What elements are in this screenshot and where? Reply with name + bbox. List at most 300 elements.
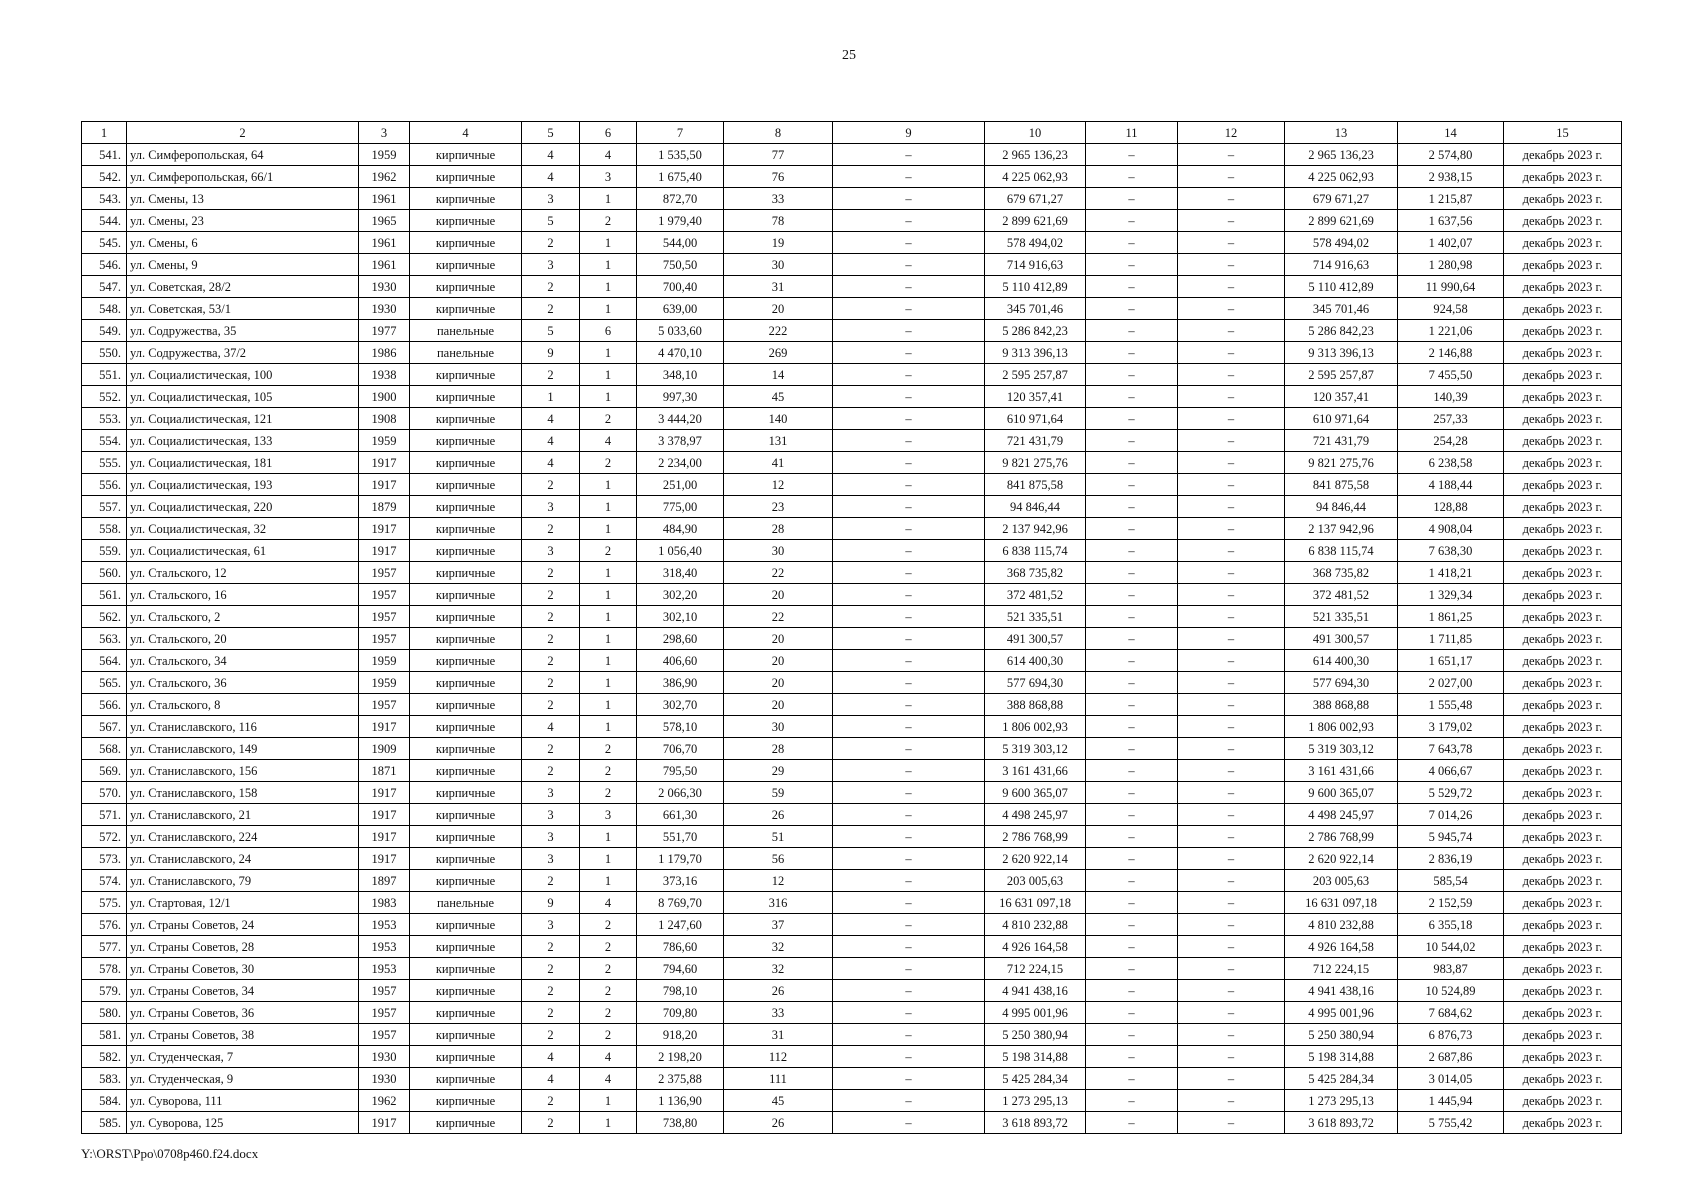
cell-cost-per-sqm: 2 938,15 xyxy=(1398,166,1504,188)
cell-col-12: – xyxy=(1178,958,1285,980)
cell-col-9: – xyxy=(833,936,985,958)
column-header: 1 xyxy=(82,122,127,144)
cell-col-12: – xyxy=(1178,276,1285,298)
cell-col-12: – xyxy=(1178,188,1285,210)
cell-cost-col-13: 712 224,15 xyxy=(1285,958,1398,980)
cell-floors: 2 xyxy=(522,584,580,606)
cell-area: 5 033,60 xyxy=(637,320,724,342)
cell-col-9: – xyxy=(833,518,985,540)
cell-col-11: – xyxy=(1086,232,1178,254)
cell-cost-col-13: 203 005,63 xyxy=(1285,870,1398,892)
cell-wall-material: кирпичные xyxy=(410,958,522,980)
cell-entrances: 1 xyxy=(580,716,637,738)
cell-area: 302,70 xyxy=(637,694,724,716)
cell-cost-col-13: 2 595 257,87 xyxy=(1285,364,1398,386)
cell-col-11: – xyxy=(1086,958,1178,980)
cell-area: 2 375,88 xyxy=(637,1068,724,1090)
cell-col-9: – xyxy=(833,892,985,914)
cell-area: 1 136,90 xyxy=(637,1090,724,1112)
cell-entrances: 3 xyxy=(580,166,637,188)
cell-residents: 26 xyxy=(724,980,833,1002)
column-header: 2 xyxy=(127,122,359,144)
cell-row-number: 562. xyxy=(82,606,127,628)
cell-deadline: декабрь 2023 г. xyxy=(1504,144,1622,166)
cell-deadline: декабрь 2023 г. xyxy=(1504,1090,1622,1112)
cell-year-built: 1900 xyxy=(359,386,410,408)
cell-entrances: 4 xyxy=(580,1046,637,1068)
cell-cost-per-sqm: 5 755,42 xyxy=(1398,1112,1504,1134)
cell-wall-material: кирпичные xyxy=(410,144,522,166)
cell-row-number: 563. xyxy=(82,628,127,650)
cell-col-9: – xyxy=(833,1002,985,1024)
cell-area: 700,40 xyxy=(637,276,724,298)
cell-cost-per-sqm: 1 221,06 xyxy=(1398,320,1504,342)
cell-cost-col-13: 368 735,82 xyxy=(1285,562,1398,584)
cell-cost-total: 5 425 284,34 xyxy=(985,1068,1086,1090)
cell-area: 386,90 xyxy=(637,672,724,694)
cell-col-12: – xyxy=(1178,342,1285,364)
cell-entrances: 4 xyxy=(580,430,637,452)
cell-cost-col-13: 4 498 245,97 xyxy=(1285,804,1398,826)
cell-row-number: 545. xyxy=(82,232,127,254)
cell-year-built: 1959 xyxy=(359,650,410,672)
cell-wall-material: кирпичные xyxy=(410,364,522,386)
cell-col-9: – xyxy=(833,804,985,826)
table-row xyxy=(82,716,1622,738)
cell-cost-total: 16 631 097,18 xyxy=(985,892,1086,914)
cell-year-built: 1957 xyxy=(359,584,410,606)
cell-col-9: – xyxy=(833,1068,985,1090)
cell-entrances: 1 xyxy=(580,188,637,210)
cell-cost-col-13: 5 319 303,12 xyxy=(1285,738,1398,760)
cell-wall-material: кирпичные xyxy=(410,276,522,298)
cell-wall-material: кирпичные xyxy=(410,562,522,584)
cell-row-number: 577. xyxy=(82,936,127,958)
cell-cost-col-13: 9 821 275,76 xyxy=(1285,452,1398,474)
cell-col-9: – xyxy=(833,870,985,892)
cell-col-9: – xyxy=(833,1046,985,1068)
cell-col-11: – xyxy=(1086,738,1178,760)
cell-col-9: – xyxy=(833,386,985,408)
cell-deadline: декабрь 2023 г. xyxy=(1504,276,1622,298)
cell-year-built: 1957 xyxy=(359,1024,410,1046)
cell-row-number: 541. xyxy=(82,144,127,166)
cell-entrances: 2 xyxy=(580,1002,637,1024)
cell-year-built: 1930 xyxy=(359,298,410,320)
cell-col-12: – xyxy=(1178,540,1285,562)
cell-col-11: – xyxy=(1086,848,1178,870)
cell-cost-per-sqm: 2 027,00 xyxy=(1398,672,1504,694)
cell-residents: 33 xyxy=(724,188,833,210)
cell-cost-total: 120 357,41 xyxy=(985,386,1086,408)
cell-cost-total: 721 431,79 xyxy=(985,430,1086,452)
cell-cost-per-sqm: 1 555,48 xyxy=(1398,694,1504,716)
cell-deadline: декабрь 2023 г. xyxy=(1504,914,1622,936)
cell-deadline: декабрь 2023 г. xyxy=(1504,562,1622,584)
cell-row-number: 566. xyxy=(82,694,127,716)
cell-entrances: 2 xyxy=(580,936,637,958)
cell-residents: 269 xyxy=(724,342,833,364)
cell-address: ул. Социалистическая, 61 xyxy=(127,540,359,562)
table-row xyxy=(82,298,1622,320)
cell-residents: 76 xyxy=(724,166,833,188)
cell-residents: 112 xyxy=(724,1046,833,1068)
table-row xyxy=(82,804,1622,826)
cell-cost-per-sqm: 6 876,73 xyxy=(1398,1024,1504,1046)
cell-row-number: 570. xyxy=(82,782,127,804)
cell-area: 639,00 xyxy=(637,298,724,320)
cell-residents: 23 xyxy=(724,496,833,518)
cell-deadline: декабрь 2023 г. xyxy=(1504,892,1622,914)
cell-year-built: 1908 xyxy=(359,408,410,430)
cell-col-11: – xyxy=(1086,628,1178,650)
cell-cost-total: 679 671,27 xyxy=(985,188,1086,210)
cell-col-11: – xyxy=(1086,1112,1178,1134)
cell-cost-per-sqm: 924,58 xyxy=(1398,298,1504,320)
cell-deadline: декабрь 2023 г. xyxy=(1504,694,1622,716)
cell-col-9: – xyxy=(833,562,985,584)
cell-cost-col-13: 577 694,30 xyxy=(1285,672,1398,694)
cell-entrances: 3 xyxy=(580,804,637,826)
cell-cost-col-13: 2 137 942,96 xyxy=(1285,518,1398,540)
cell-area: 872,70 xyxy=(637,188,724,210)
cell-address: ул. Социалистическая, 121 xyxy=(127,408,359,430)
table-row xyxy=(82,452,1622,474)
cell-col-9: – xyxy=(833,958,985,980)
cell-floors: 3 xyxy=(522,804,580,826)
cell-floors: 2 xyxy=(522,694,580,716)
cell-floors: 3 xyxy=(522,914,580,936)
column-header: 13 xyxy=(1285,122,1398,144)
cell-cost-total: 2 899 621,69 xyxy=(985,210,1086,232)
cell-cost-per-sqm: 4 908,04 xyxy=(1398,518,1504,540)
cell-wall-material: кирпичные xyxy=(410,826,522,848)
cell-residents: 12 xyxy=(724,474,833,496)
cell-entrances: 1 xyxy=(580,518,637,540)
cell-col-9: – xyxy=(833,452,985,474)
cell-cost-per-sqm: 2 152,59 xyxy=(1398,892,1504,914)
cell-entrances: 1 xyxy=(580,848,637,870)
cell-area: 918,20 xyxy=(637,1024,724,1046)
cell-row-number: 578. xyxy=(82,958,127,980)
cell-deadline: декабрь 2023 г. xyxy=(1504,782,1622,804)
cell-deadline: декабрь 2023 г. xyxy=(1504,848,1622,870)
table-row xyxy=(82,584,1622,606)
cell-row-number: 559. xyxy=(82,540,127,562)
cell-entrances: 1 xyxy=(580,1090,637,1112)
cell-floors: 9 xyxy=(522,342,580,364)
table-row xyxy=(82,518,1622,540)
column-header: 3 xyxy=(359,122,410,144)
cell-residents: 32 xyxy=(724,936,833,958)
cell-year-built: 1962 xyxy=(359,1090,410,1112)
cell-row-number: 565. xyxy=(82,672,127,694)
cell-area: 775,00 xyxy=(637,496,724,518)
cell-cost-col-13: 5 286 842,23 xyxy=(1285,320,1398,342)
cell-col-12: – xyxy=(1178,210,1285,232)
cell-cost-col-13: 4 995 001,96 xyxy=(1285,1002,1398,1024)
cell-wall-material: кирпичные xyxy=(410,738,522,760)
cell-floors: 2 xyxy=(522,936,580,958)
cell-residents: 78 xyxy=(724,210,833,232)
table-row xyxy=(82,232,1622,254)
table-row xyxy=(82,430,1622,452)
cell-area: 318,40 xyxy=(637,562,724,584)
cell-wall-material: кирпичные xyxy=(410,870,522,892)
cell-row-number: 557. xyxy=(82,496,127,518)
cell-cost-per-sqm: 1 711,85 xyxy=(1398,628,1504,650)
cell-deadline: декабрь 2023 г. xyxy=(1504,980,1622,1002)
cell-row-number: 561. xyxy=(82,584,127,606)
cell-cost-total: 4 995 001,96 xyxy=(985,1002,1086,1024)
cell-col-11: – xyxy=(1086,364,1178,386)
cell-area: 298,60 xyxy=(637,628,724,650)
cell-row-number: 567. xyxy=(82,716,127,738)
cell-entrances: 1 xyxy=(580,386,637,408)
cell-col-9: – xyxy=(833,166,985,188)
cell-cost-total: 491 300,57 xyxy=(985,628,1086,650)
cell-residents: 33 xyxy=(724,1002,833,1024)
column-header: 10 xyxy=(985,122,1086,144)
cell-col-11: – xyxy=(1086,892,1178,914)
cell-residents: 20 xyxy=(724,298,833,320)
cell-col-12: – xyxy=(1178,1002,1285,1024)
cell-cost-per-sqm: 2 687,86 xyxy=(1398,1046,1504,1068)
cell-cost-total: 5 250 380,94 xyxy=(985,1024,1086,1046)
cell-col-11: – xyxy=(1086,1046,1178,1068)
cell-residents: 41 xyxy=(724,452,833,474)
cell-year-built: 1959 xyxy=(359,430,410,452)
cell-col-11: – xyxy=(1086,826,1178,848)
cell-entrances: 1 xyxy=(580,276,637,298)
cell-col-12: – xyxy=(1178,166,1285,188)
cell-area: 251,00 xyxy=(637,474,724,496)
cell-cost-col-13: 491 300,57 xyxy=(1285,628,1398,650)
cell-floors: 3 xyxy=(522,540,580,562)
cell-residents: 59 xyxy=(724,782,833,804)
cell-cost-total: 388 868,88 xyxy=(985,694,1086,716)
table-row xyxy=(82,782,1622,804)
cell-residents: 29 xyxy=(724,760,833,782)
cell-floors: 3 xyxy=(522,188,580,210)
cell-cost-total: 368 735,82 xyxy=(985,562,1086,584)
cell-cost-total: 2 786 768,99 xyxy=(985,826,1086,848)
cell-col-12: – xyxy=(1178,892,1285,914)
cell-col-12: – xyxy=(1178,936,1285,958)
cell-floors: 2 xyxy=(522,1090,580,1112)
cell-deadline: декабрь 2023 г. xyxy=(1504,364,1622,386)
table-row xyxy=(82,892,1622,914)
cell-address: ул. Смены, 6 xyxy=(127,232,359,254)
cell-cost-total: 3 618 893,72 xyxy=(985,1112,1086,1134)
cell-cost-per-sqm: 3 179,02 xyxy=(1398,716,1504,738)
cell-residents: 140 xyxy=(724,408,833,430)
cell-cost-total: 610 971,64 xyxy=(985,408,1086,430)
table-body xyxy=(82,144,1622,1134)
cell-entrances: 2 xyxy=(580,1024,637,1046)
cell-col-9: – xyxy=(833,496,985,518)
cell-deadline: декабрь 2023 г. xyxy=(1504,496,1622,518)
cell-col-11: – xyxy=(1086,760,1178,782)
cell-wall-material: кирпичные xyxy=(410,540,522,562)
cell-deadline: декабрь 2023 г. xyxy=(1504,430,1622,452)
column-header: 4 xyxy=(410,122,522,144)
cell-area: 795,50 xyxy=(637,760,724,782)
table-row xyxy=(82,760,1622,782)
cell-cost-per-sqm: 7 643,78 xyxy=(1398,738,1504,760)
cell-address: ул. Социалистическая, 133 xyxy=(127,430,359,452)
cell-cost-per-sqm: 1 280,98 xyxy=(1398,254,1504,276)
cell-cost-total: 4 225 062,93 xyxy=(985,166,1086,188)
cell-col-12: – xyxy=(1178,1046,1285,1068)
cell-entrances: 1 xyxy=(580,496,637,518)
cell-deadline: декабрь 2023 г. xyxy=(1504,386,1622,408)
cell-wall-material: кирпичные xyxy=(410,1024,522,1046)
cell-wall-material: кирпичные xyxy=(410,584,522,606)
cell-wall-material: кирпичные xyxy=(410,1046,522,1068)
cell-col-12: – xyxy=(1178,254,1285,276)
cell-col-12: – xyxy=(1178,320,1285,342)
cell-address: ул. Станиславского, 116 xyxy=(127,716,359,738)
cell-col-9: – xyxy=(833,782,985,804)
cell-cost-col-13: 614 400,30 xyxy=(1285,650,1398,672)
cell-address: ул. Студенческая, 7 xyxy=(127,1046,359,1068)
cell-cost-col-13: 521 335,51 xyxy=(1285,606,1398,628)
cell-cost-total: 4 926 164,58 xyxy=(985,936,1086,958)
table-row xyxy=(82,474,1622,496)
cell-entrances: 4 xyxy=(580,892,637,914)
cell-cost-per-sqm: 7 684,62 xyxy=(1398,1002,1504,1024)
cell-cost-total: 2 965 136,23 xyxy=(985,144,1086,166)
cell-residents: 222 xyxy=(724,320,833,342)
cell-floors: 4 xyxy=(522,1068,580,1090)
cell-cost-total: 614 400,30 xyxy=(985,650,1086,672)
table-row xyxy=(82,188,1622,210)
cell-address: ул. Студенческая, 9 xyxy=(127,1068,359,1090)
cell-deadline: декабрь 2023 г. xyxy=(1504,518,1622,540)
cell-cost-col-13: 94 846,44 xyxy=(1285,496,1398,518)
cell-floors: 2 xyxy=(522,562,580,584)
cell-address: ул. Советская, 53/1 xyxy=(127,298,359,320)
cell-deadline: декабрь 2023 г. xyxy=(1504,188,1622,210)
cell-cost-total: 521 335,51 xyxy=(985,606,1086,628)
cell-cost-total: 203 005,63 xyxy=(985,870,1086,892)
cell-col-11: – xyxy=(1086,804,1178,826)
cell-wall-material: кирпичные xyxy=(410,914,522,936)
cell-cost-per-sqm: 6 355,18 xyxy=(1398,914,1504,936)
cell-address: ул. Суворова, 111 xyxy=(127,1090,359,1112)
column-header: 15 xyxy=(1504,122,1622,144)
table-row xyxy=(82,980,1622,1002)
housing-registry-table xyxy=(81,121,1622,1134)
cell-cost-col-13: 5 110 412,89 xyxy=(1285,276,1398,298)
table-row xyxy=(82,408,1622,430)
cell-cost-per-sqm: 4 066,67 xyxy=(1398,760,1504,782)
table-row xyxy=(82,848,1622,870)
cell-floors: 2 xyxy=(522,870,580,892)
cell-cost-total: 1 273 295,13 xyxy=(985,1090,1086,1112)
table-row xyxy=(82,320,1622,342)
cell-cost-col-13: 1 806 002,93 xyxy=(1285,716,1398,738)
cell-col-9: – xyxy=(833,1090,985,1112)
cell-year-built: 1965 xyxy=(359,210,410,232)
cell-deadline: декабрь 2023 г. xyxy=(1504,254,1622,276)
cell-address: ул. Страны Советов, 36 xyxy=(127,1002,359,1024)
cell-area: 302,20 xyxy=(637,584,724,606)
cell-row-number: 580. xyxy=(82,1002,127,1024)
cell-entrances: 1 xyxy=(580,474,637,496)
cell-col-9: – xyxy=(833,672,985,694)
cell-year-built: 1897 xyxy=(359,870,410,892)
cell-address: ул. Социалистическая, 100 xyxy=(127,364,359,386)
cell-address: ул. Симферопольская, 64 xyxy=(127,144,359,166)
cell-row-number: 556. xyxy=(82,474,127,496)
cell-year-built: 1917 xyxy=(359,452,410,474)
cell-col-12: – xyxy=(1178,364,1285,386)
cell-residents: 19 xyxy=(724,232,833,254)
cell-address: ул. Социалистическая, 32 xyxy=(127,518,359,540)
column-header: 6 xyxy=(580,122,637,144)
cell-col-11: – xyxy=(1086,914,1178,936)
cell-col-9: – xyxy=(833,430,985,452)
cell-wall-material: кирпичные xyxy=(410,760,522,782)
table-row xyxy=(82,936,1622,958)
cell-address: ул. Суворова, 125 xyxy=(127,1112,359,1134)
cell-col-9: – xyxy=(833,254,985,276)
cell-floors: 3 xyxy=(522,254,580,276)
cell-year-built: 1977 xyxy=(359,320,410,342)
cell-address: ул. Стартовая, 12/1 xyxy=(127,892,359,914)
cell-address: ул. Стальского, 20 xyxy=(127,628,359,650)
cell-address: ул. Социалистическая, 220 xyxy=(127,496,359,518)
cell-floors: 2 xyxy=(522,738,580,760)
cell-deadline: декабрь 2023 г. xyxy=(1504,936,1622,958)
cell-col-11: – xyxy=(1086,1090,1178,1112)
cell-col-11: – xyxy=(1086,188,1178,210)
cell-col-12: – xyxy=(1178,1112,1285,1134)
cell-wall-material: кирпичные xyxy=(410,386,522,408)
cell-row-number: 558. xyxy=(82,518,127,540)
cell-deadline: декабрь 2023 г. xyxy=(1504,584,1622,606)
cell-year-built: 1957 xyxy=(359,562,410,584)
cell-residents: 131 xyxy=(724,430,833,452)
cell-entrances: 1 xyxy=(580,1112,637,1134)
cell-address: ул. Смены, 9 xyxy=(127,254,359,276)
cell-area: 738,80 xyxy=(637,1112,724,1134)
cell-cost-total: 712 224,15 xyxy=(985,958,1086,980)
cell-cost-col-13: 2 786 768,99 xyxy=(1285,826,1398,848)
cell-entrances: 2 xyxy=(580,980,637,1002)
cell-entrances: 2 xyxy=(580,210,637,232)
cell-residents: 20 xyxy=(724,628,833,650)
cell-wall-material: кирпичные xyxy=(410,254,522,276)
cell-wall-material: кирпичные xyxy=(410,804,522,826)
cell-area: 2 198,20 xyxy=(637,1046,724,1068)
cell-cost-col-13: 3 161 431,66 xyxy=(1285,760,1398,782)
table-row xyxy=(82,386,1622,408)
cell-wall-material: панельные xyxy=(410,342,522,364)
cell-cost-total: 578 494,02 xyxy=(985,232,1086,254)
cell-address: ул. Страны Советов, 24 xyxy=(127,914,359,936)
cell-floors: 2 xyxy=(522,650,580,672)
cell-area: 2 066,30 xyxy=(637,782,724,804)
cell-residents: 12 xyxy=(724,870,833,892)
cell-col-11: – xyxy=(1086,298,1178,320)
table-row xyxy=(82,650,1622,672)
cell-col-12: – xyxy=(1178,782,1285,804)
cell-floors: 2 xyxy=(522,518,580,540)
cell-cost-col-13: 372 481,52 xyxy=(1285,584,1398,606)
